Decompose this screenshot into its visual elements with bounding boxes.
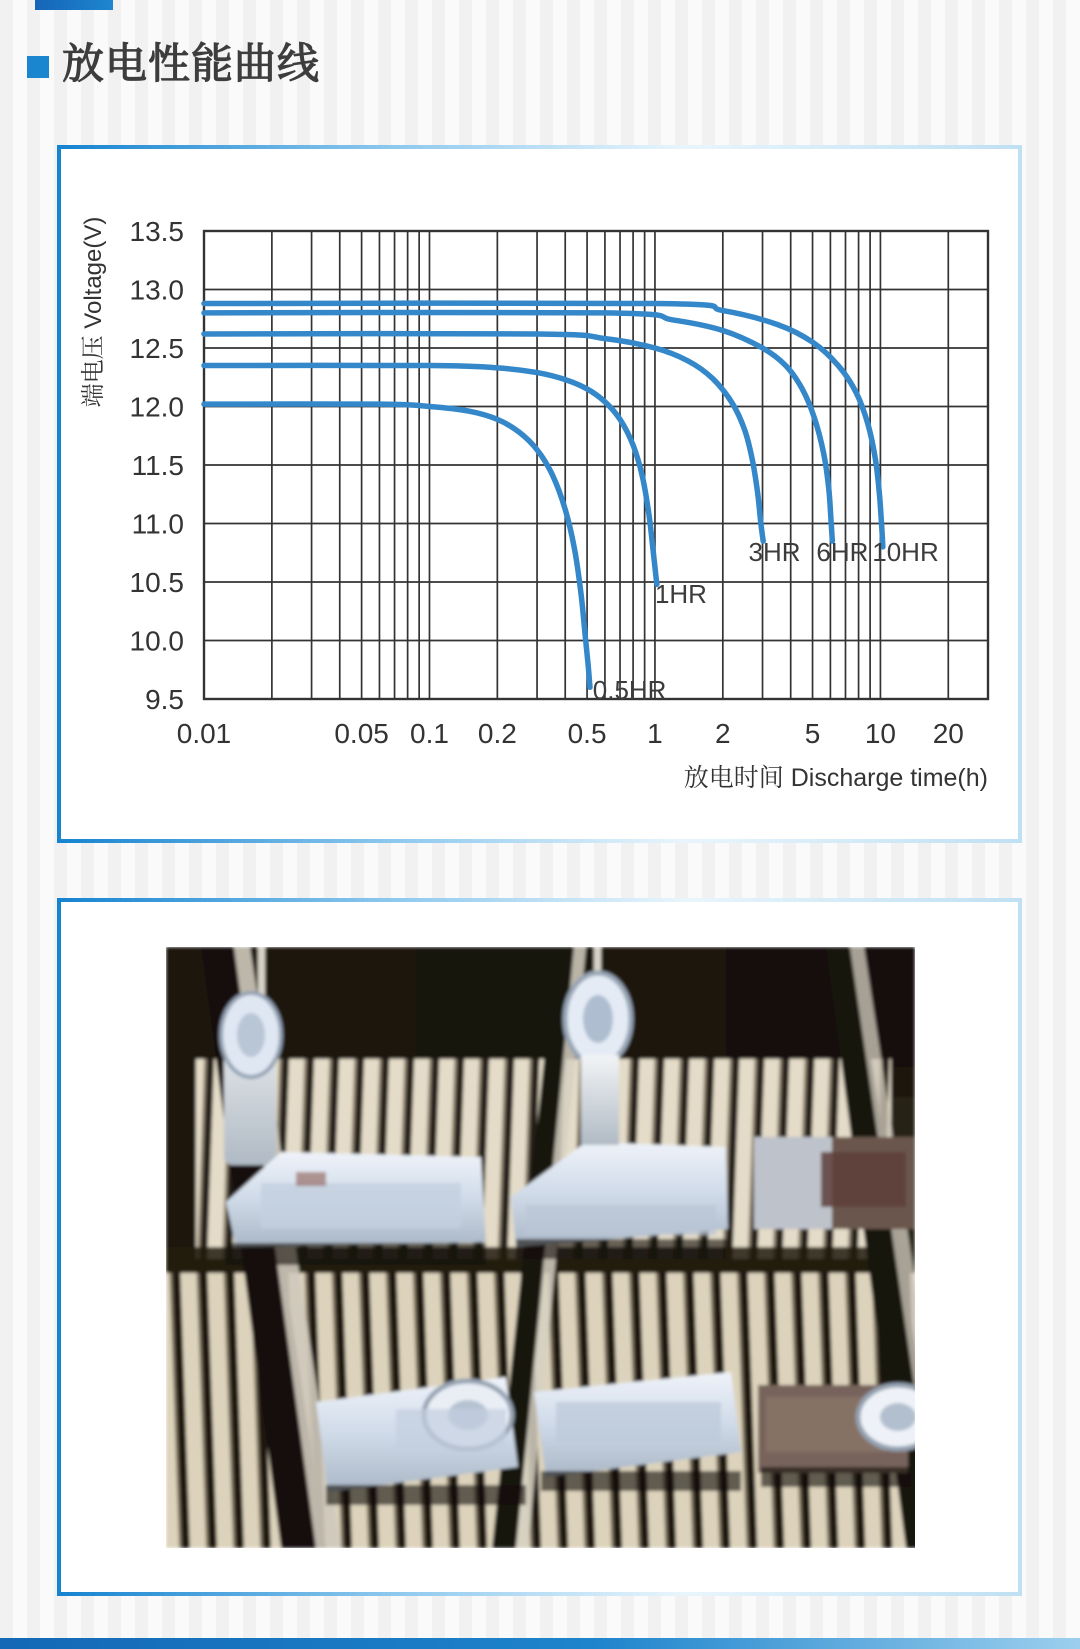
- y-tick-label: 12.5: [129, 333, 184, 364]
- title-bullet-icon: [27, 56, 49, 78]
- battery-plates-photo-art: [166, 947, 915, 1548]
- y-tick-label: 10.0: [129, 625, 184, 657]
- y-tick-label: 12.0: [129, 391, 184, 423]
- curve-6HR: [204, 312, 832, 541]
- curve-0.5HR: [204, 404, 590, 687]
- curve-label: 1HR: [654, 579, 707, 610]
- x-tick-label: 0.05: [334, 718, 389, 749]
- x-tick-label: 10: [864, 718, 896, 749]
- battery-photo-card: [57, 898, 1022, 1596]
- bottom-accent-bar: [0, 1638, 1080, 1649]
- x-tick-label: 0.5: [567, 718, 607, 749]
- curve-label: 6HR: [816, 536, 869, 567]
- y-axis-title: 端电压 Voltage(V): [80, 216, 107, 408]
- battery-plates-photo: [166, 947, 915, 1548]
- y-tick-label: 11.0: [131, 508, 184, 540]
- discharge-curves: [204, 303, 883, 687]
- curve-10HR: [204, 303, 883, 547]
- x-tick-label: 20: [932, 718, 964, 749]
- photo-card-inner: [61, 902, 1018, 1592]
- y-tick-label: 10.5: [129, 567, 184, 598]
- discharge-chart-card: [57, 145, 1022, 843]
- discharge-curve-chart: [61, 149, 1018, 839]
- chart-card-inner: [61, 149, 1018, 839]
- x-tick-label: 5: [804, 718, 821, 749]
- curve-label: 10HR: [872, 536, 939, 567]
- x-tick-label: 2: [715, 718, 731, 749]
- top-accent-bar: [35, 0, 113, 10]
- y-tick-label: 13.0: [129, 274, 184, 306]
- x-tick-label: 0.2: [477, 718, 517, 749]
- x-axis-title: 放电时间 Discharge time(h): [683, 764, 988, 792]
- y-tick-label: 13.5: [129, 216, 184, 247]
- y-tick-label: 11.5: [131, 450, 184, 481]
- page-header: [27, 36, 320, 92]
- curve-label: 0.5HR: [592, 675, 667, 705]
- curve-label: 3HR: [748, 536, 801, 567]
- x-tick-label: 0.01: [176, 718, 232, 749]
- x-tick-label: 1: [647, 718, 663, 749]
- y-tick-label: 9.5: [145, 684, 184, 715]
- page-title: 放电性能曲线: [62, 40, 321, 87]
- x-tick-label: 0.1: [410, 718, 449, 749]
